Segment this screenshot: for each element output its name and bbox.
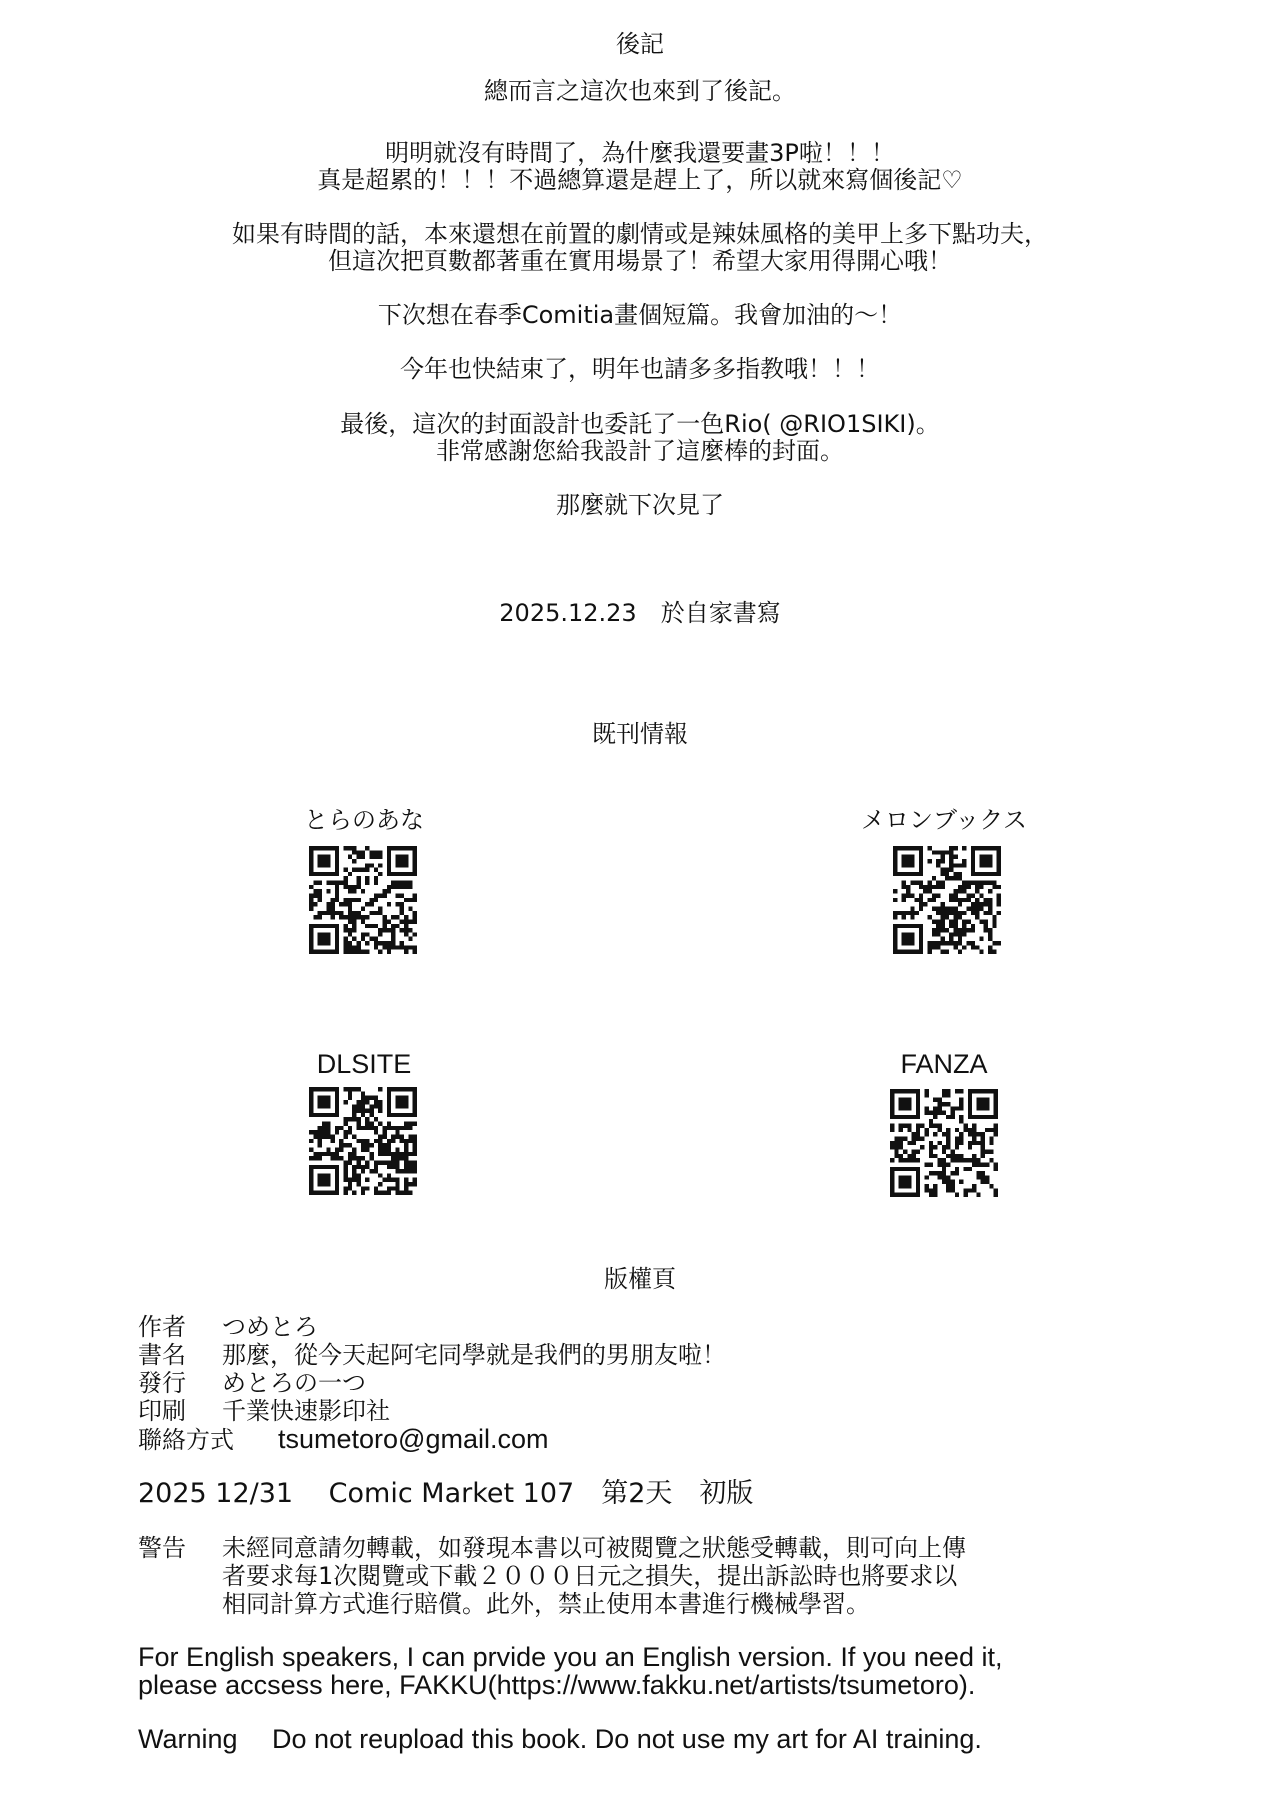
afterword-line: 真是超累的！！！不過總算還是趕上了，所以就來寫個後記♡ (317, 166, 963, 194)
afterword-line: 最後，這次的封面設計也委託了一色Rio( @RIO1SIKI)。 (340, 410, 940, 438)
afterword-line: 非常感謝您給我設計了這麼棒的封面。 (436, 437, 844, 465)
warning-line: 未經同意請勿轉載，如發現本書以可被閱覽之狀態受轉載，則可向上傳 (222, 1534, 966, 1562)
colophon-value: 千業快速影印社 (222, 1397, 390, 1425)
store-label-fanza: FANZA (900, 1049, 988, 1079)
store-label-melonbooks: メロンブックス (860, 806, 1028, 834)
warning-line: 相同計算方式進行賠償。此外，禁止使用本書進行機械學習。 (222, 1590, 870, 1618)
qr-code-fanza[interactable] (890, 1089, 998, 1197)
colophon-key: 作者 (138, 1313, 186, 1341)
colophon-row-author (138, 1313, 318, 1341)
contact-email[interactable]: tsumetoro@gmail.com (278, 1424, 549, 1454)
afterword-line: 如果有時間的話，本來還想在前置的劇情或是辣妹風格的美甲上多下點功夫， (232, 220, 1048, 248)
colophon-value: つめとろ (222, 1313, 318, 1341)
english-note-line: For English speakers, I can prvide you an English version. If you need it, (138, 1642, 1003, 1672)
colophon-key: 印刷 (138, 1397, 186, 1425)
colophon-key: 發行 (138, 1369, 186, 1397)
colophon-row-contact (138, 1425, 549, 1454)
english-note-line: please accsess here, FAKKU(https://www.fakku.net/artists/tsumetoro). (138, 1670, 976, 1700)
qr-pattern (309, 846, 417, 954)
qr-pattern (893, 846, 1001, 954)
colophon-title: 版權頁 (604, 1265, 676, 1293)
warning-key: 警告 (138, 1534, 186, 1562)
colophon-key: 聯絡方式 (138, 1426, 234, 1454)
colophon-value: 那麼，從今天起阿宅同學就是我們的男朋友啦！ (222, 1341, 726, 1369)
published-title: 既刊情報 (592, 720, 688, 748)
qr-code-melonbooks[interactable] (893, 846, 1001, 954)
afterword-title: 後記 (616, 30, 664, 58)
colophon-row-printer (138, 1397, 390, 1425)
afterword-date: 2025.12.23 於自家書寫 (499, 599, 781, 627)
store-label-toranoana: とらのあな (304, 806, 424, 834)
colophon-key: 書名 (138, 1341, 186, 1369)
warning-block (138, 1534, 1098, 1624)
colophon-row-title (138, 1341, 726, 1369)
english-warning: Warning Do not reupload this book. Do not use my art for AI training. (138, 1724, 982, 1754)
qr-code-toranoana[interactable] (309, 846, 417, 954)
afterword-line: 那麼就下次見了 (556, 491, 724, 519)
store-label-dlsite: DLSITE (316, 1049, 412, 1079)
colophon-row-publisher (138, 1369, 366, 1397)
qr-pattern (309, 1087, 417, 1195)
event-line: 2025 12/31 Comic Market 107 第2天 初版 (138, 1478, 754, 1509)
colophon-value: めとろの一つ (222, 1369, 366, 1397)
afterword-line: 總而言之這次也來到了後記。 (484, 77, 796, 105)
afterword-line: 今年也快結束了，明年也請多多指教哦！！！ (400, 355, 880, 383)
qr-code-dlsite[interactable] (309, 1087, 417, 1195)
afterword-line: 但這次把頁數都著重在實用場景了！希望大家用得開心哦！ (328, 247, 952, 275)
qr-pattern (890, 1089, 998, 1197)
afterword-line: 明明就沒有時間了，為什麼我還要畫3P啦！！！ (385, 139, 895, 167)
warning-line: 者要求每1次閱覽或下載２０００日元之損失，提出訴訟時也將要求以 (222, 1562, 958, 1590)
afterword-line: 下次想在春季Comitia畫個短篇。我會加油的～！ (377, 301, 903, 329)
